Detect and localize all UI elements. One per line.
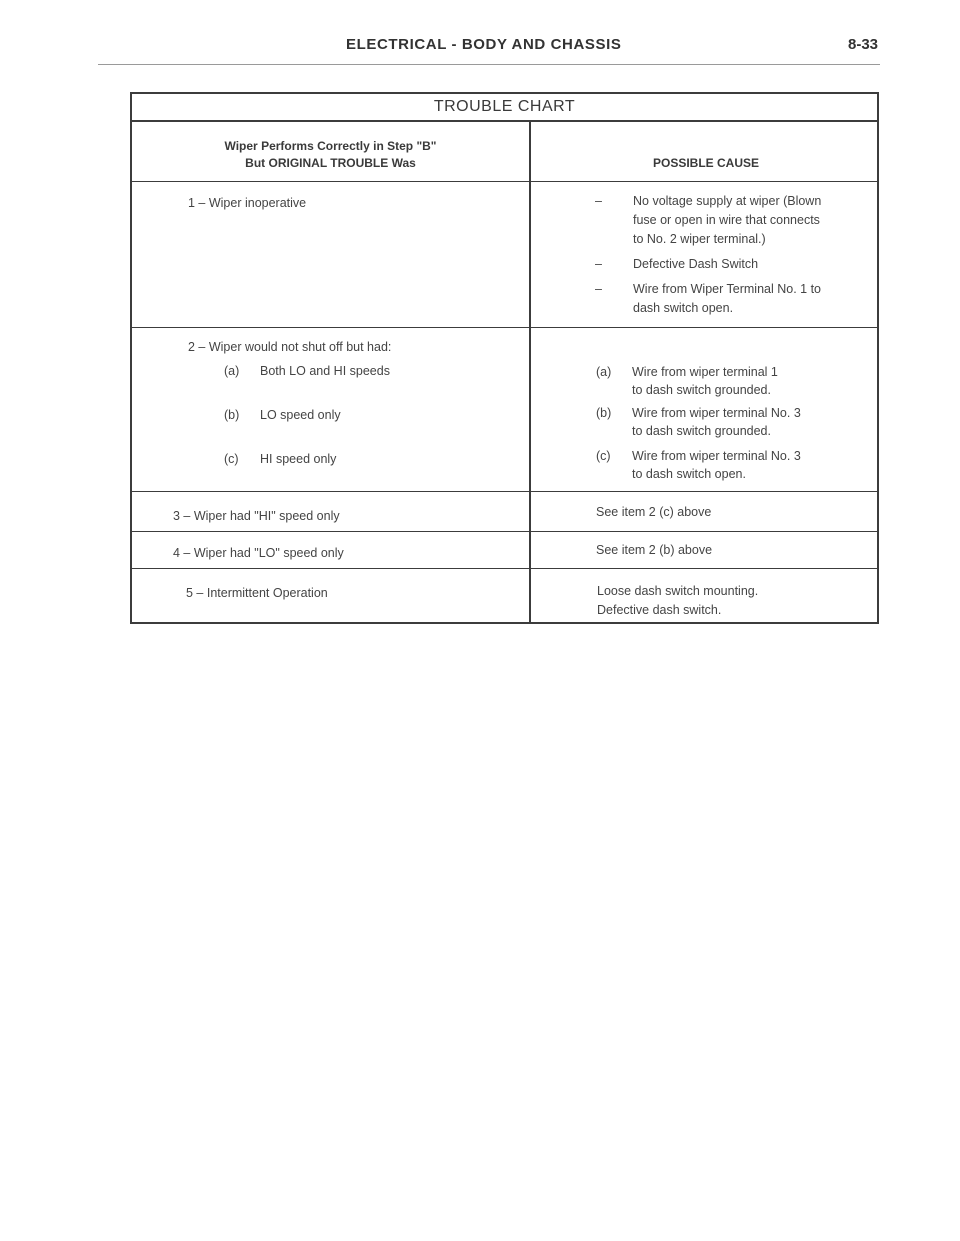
column-divider [529, 122, 531, 624]
row-divider [132, 327, 877, 328]
row-divider [132, 568, 877, 569]
cause-dash: – [595, 194, 602, 208]
sub-label: (b) [224, 408, 240, 422]
sub-text: HI speed only [260, 452, 337, 466]
trouble-2b [224, 406, 341, 425]
cause-list-1 [595, 192, 821, 324]
trouble-2: 2 – Wiper would not shut off but had: [188, 340, 392, 354]
trouble-2c [224, 450, 336, 469]
cause-2b [596, 404, 801, 440]
cause-item [595, 255, 821, 274]
cause-text: dash switch open. [633, 301, 734, 315]
sub-text: LO speed only [260, 408, 341, 422]
left-header-line1: Wiper Performs Correctly in Step "B" [224, 139, 437, 153]
cause-text: to dash switch grounded. [632, 424, 771, 438]
sub-label: (a) [224, 364, 240, 378]
header-rule [98, 64, 880, 65]
cause-text: Wire from wiper terminal 1 [632, 365, 778, 379]
trouble-chart [130, 92, 879, 624]
page-header-title: ELECTRICAL - BODY AND CHASSIS [346, 36, 622, 53]
sub-label: (a) [596, 365, 612, 379]
cause-text: Loose dash switch mounting. [597, 584, 759, 598]
cause-item [595, 192, 821, 249]
sub-label: (c) [596, 449, 611, 463]
cause-2a [596, 363, 778, 399]
sub-text: Both LO and HI speeds [260, 364, 390, 378]
cause-text: Wire from wiper terminal No. 3 [632, 406, 801, 420]
sub-label: (b) [596, 406, 612, 420]
right-column-header: POSSIBLE CAUSE [652, 156, 760, 170]
cause-dash: – [595, 282, 602, 296]
cause-text: fuse or open in wire that connects [633, 213, 820, 227]
cause-2c [596, 447, 801, 483]
sub-label: (c) [224, 452, 239, 466]
trouble-4: 4 – Wiper had "LO" speed only [173, 546, 344, 560]
cause-text: Wire from wiper terminal No. 3 [632, 449, 801, 463]
cause-4: See item 2 (b) above [596, 543, 713, 557]
page-number: 8-33 [848, 36, 879, 53]
cause-item [595, 280, 821, 318]
row-divider [132, 491, 877, 492]
cause-text: to dash switch open. [632, 467, 746, 481]
trouble-3: 3 – Wiper had "HI" speed only [173, 509, 340, 523]
cause-text: Defective Dash Switch [633, 257, 759, 271]
row-divider [132, 181, 877, 182]
chart-title: TROUBLE CHART [132, 94, 877, 122]
cause-text: to dash switch grounded. [632, 383, 771, 397]
cause-dash: – [595, 257, 602, 271]
cause-text: to No. 2 wiper terminal.) [633, 232, 766, 246]
trouble-5: 5 – Intermittent Operation [186, 586, 328, 600]
trouble-1: 1 – Wiper inoperative [188, 196, 307, 210]
cause-text: Wire from Wiper Terminal No. 1 to [633, 282, 822, 296]
left-header-line2: But ORIGINAL TROUBLE Was [245, 156, 416, 170]
row-divider [132, 531, 877, 532]
cause-3: See item 2 (c) above [596, 505, 712, 519]
cause-5 [597, 582, 758, 620]
left-column-header [132, 138, 529, 172]
trouble-2a [224, 362, 390, 381]
cause-text: No voltage supply at wiper (Blown [633, 194, 822, 208]
cause-text: Defective dash switch. [597, 603, 722, 617]
